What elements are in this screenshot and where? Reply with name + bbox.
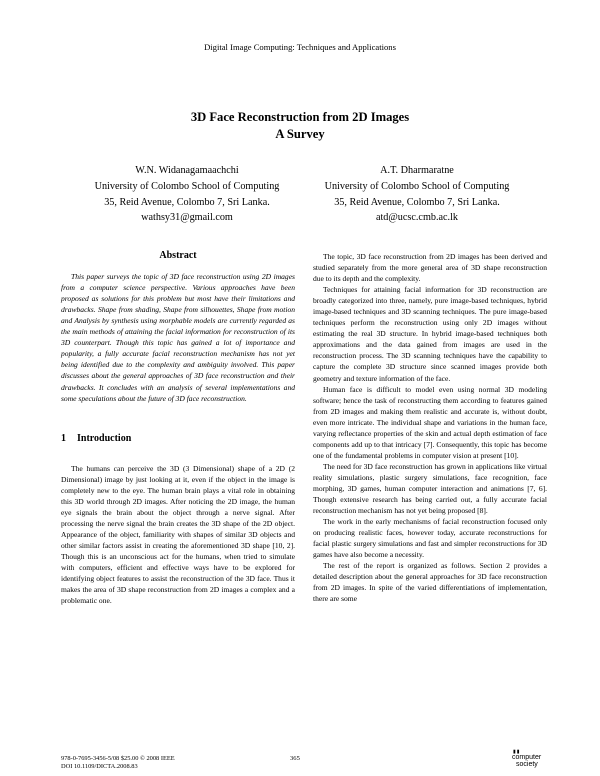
right-column — [313, 251, 547, 605]
computer-society-logo — [503, 749, 549, 773]
author-affiliation: University of Colombo School of Computing — [324, 180, 510, 192]
footer-doi: DOI 10.1109/DICTA.2008.83 — [61, 763, 138, 770]
logo-text-society: society — [516, 761, 538, 768]
author-name: A.T. Dharmaratne — [380, 165, 454, 176]
author-email: atd@ucsc.cmb.ac.lk — [375, 212, 459, 224]
right-paragraph-5: The work in the early mechanisms of facial reconstruction focused only on producing realistic faces, however today, accurate reconstructions for facial plastic surgery simulations and fast and simpler reconstructions for 3D games have also become a necessity. — [313, 517, 547, 560]
author-email: wathsy31@gmail.com — [141, 212, 233, 224]
section-title: Introduction — [77, 432, 132, 444]
author-block-2 — [292, 163, 542, 226]
right-paragraph-3: Human face is difficult to model even using normal 3D modeling software; hence the task of reconstructing them according to features gained from 2D images and making them realistic and accurate is, without doubt, even more intricate. The individual shape and variations in the human face, varying reflectance properties of the skin and actual depth estimation of face components add up to that intricacy [7]. Consequently, this topic has become one of the fundamental problems in computer vision at present [10]. — [313, 384, 547, 460]
page-number: 365 — [290, 755, 300, 762]
right-paragraph-6: The rest of the report is organized as follows. Section 2 provides a detailed description about the general approaches for 3D face reconstruction from 2D images. In spite of the varied differentiations of implementation, there are some — [313, 561, 547, 604]
left-column — [61, 250, 295, 606]
title-line-1: 3D Face Reconstruction from 2D Images — [190, 110, 410, 124]
right-paragraph-2: Techniques for attaining facial information for 3D reconstruction are broadly categorized into three, namely, pure image-based techniques, hybrid image-based techniques and 3D scanning techniques. The pure image-based techniques perform the reconstruction using only 2D images without estimating the real 3D structure. In hybrid image-based techniques both approximations and the data gained from images are used in the reconstruction process. The 3D scanning techniques have the capability to capture the complete 3D structure since scanned images provide both geometry and texture information of the face. — [313, 285, 547, 383]
running-head: Digital Image Computing: Techniques and Applications — [204, 42, 396, 52]
logo-text-computer: computer — [512, 754, 542, 761]
author-address: 35, Reid Avenue, Colombo 7, Sri Lanka. — [334, 196, 500, 208]
abstract-heading: Abstract — [159, 250, 197, 261]
intro-paragraph-1: The humans can perceive the 3D (3 Dimensional) shape of a 2D (2 Dimensional) image by just looking at it, even if the object in the image is completely new to the eye. The human brain plays a vital role in obtaining this 3D world through 2D images. After noticing the 2D image, the human eye signals the brain about the object through a nerve signal. After processing the nerve signal the brain creates the 3D shape of the 2D object. Appearance of the object, familiarity with shapes of similar 3D objects and other similar factors assist in creating the aforementioned 3D shape [10, 2]. Though this is an unconscious act for the humans, when tried to simulate with computers, efficient and effective ways have to be explored for identifying object features to assist the reconstruction of the 3D face. Thus it makes the area of 3D shape reconstruction from 2D images a complex and a problematic one. — [61, 463, 295, 606]
section-heading-introduction — [61, 433, 295, 444]
abstract-text: This paper surveys the topic of 3D face reconstruction using 2D images from a computer science perspective. Various approaches have been proposed as solutions for this problem but most have their limitations and drawbacks. Shape from shading, Shape from silhouettes, Shape from motion and Analysis by synthesis using morphable models are currently regarded as the main methods of attaining the facial information for reconstruction of its 3D counterpart. Though this topic has gained a lot of importance and popularity, a fully accurate facial reconstruction mechanism has not yet being identified due to the complexity and ambiguity involved. This paper discusses about the general approaches of 3D face reconstruction and their drawbacks. It concludes with an analysis of several implementations and some speculations about the future of 3D face reconstruction. — [61, 272, 295, 403]
author-name: W.N. Widanagamaachchi — [135, 165, 239, 176]
author-address: 35, Reid Avenue, Colombo 7, Sri Lanka. — [104, 196, 270, 208]
right-paragraph-4: The need for 3D face reconstruction has grown in applications like virtual reality simulations, plastic surgery simulations, face recognition, face morphing, 3D games, human computer interaction and animations [7, 6]. Though extensive research has being carried out, a fully accurate facial reconstruction mechanism has not yet being proposed [8]. — [313, 461, 547, 516]
title-line-2: A Survey — [275, 127, 325, 141]
author-block-1 — [62, 163, 312, 226]
footer-copyright — [61, 755, 175, 771]
section-number: 1 — [61, 432, 66, 444]
logo-mark-icon: ▮▮ — [513, 749, 521, 755]
footer-isbn: 978-0-7695-3456-5/08 $25.00 © 2008 IEEE — [61, 755, 175, 762]
paper-title — [0, 109, 600, 143]
author-affiliation: University of Colombo School of Computing — [94, 180, 280, 192]
right-paragraph-1: The topic, 3D face reconstruction from 2D images has been derived and studied separately from the more general area of 3D shape reconstruction due to its depth and the complexity. — [313, 252, 547, 284]
